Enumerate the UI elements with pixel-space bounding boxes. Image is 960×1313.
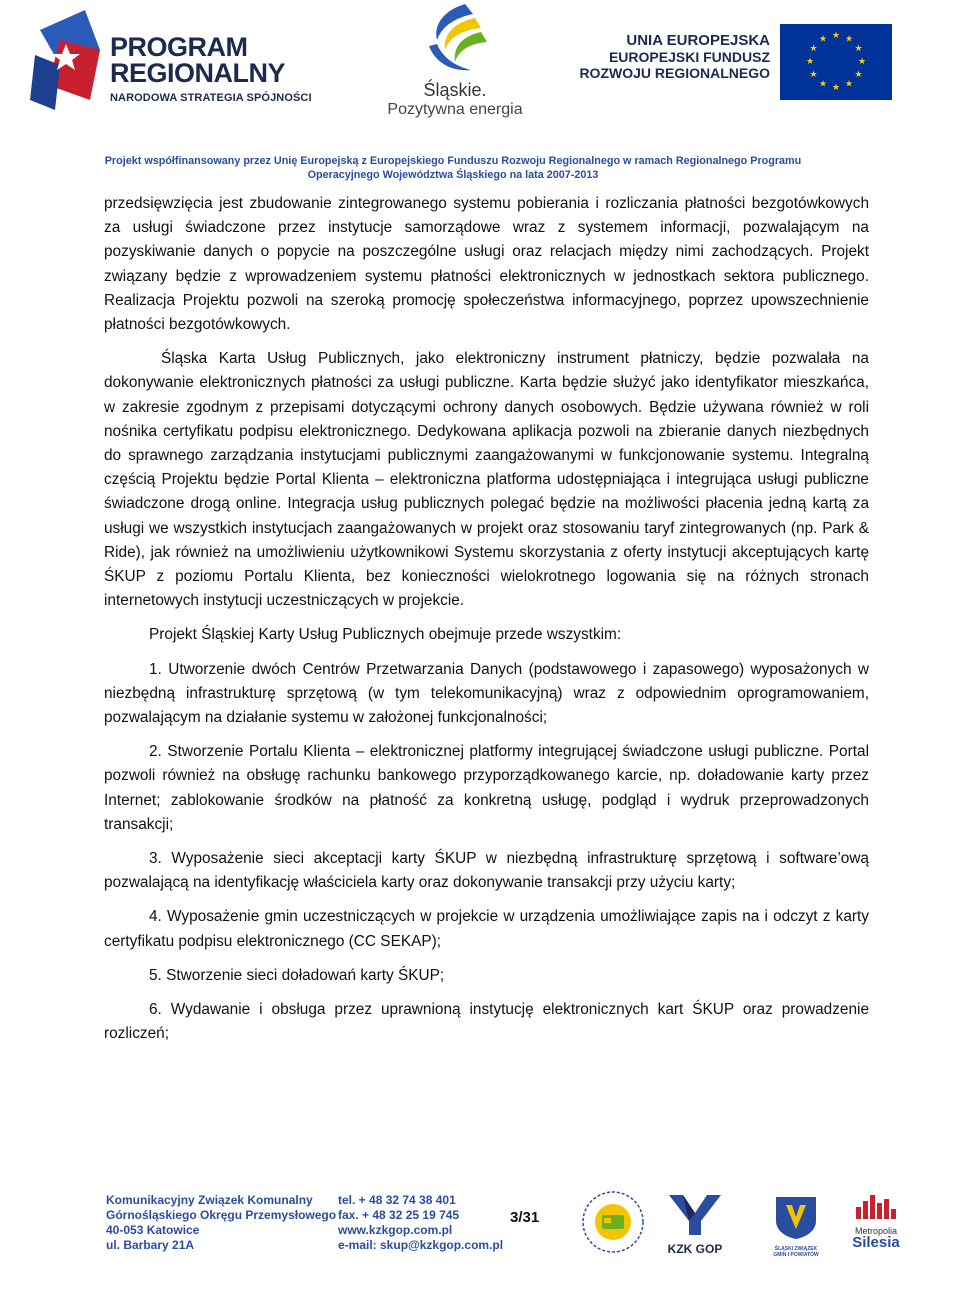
eu-logo-line1: UNIA EUROPEJSKA	[626, 32, 770, 49]
eu-logo	[570, 18, 950, 118]
document-body	[104, 192, 869, 1047]
program-logo-line2: REGIONALNY	[110, 58, 286, 88]
szg-logo	[768, 1193, 824, 1258]
footer-contact	[338, 1193, 503, 1253]
footer-organization	[106, 1193, 336, 1253]
svg-text:★: ★	[805, 57, 815, 67]
footer-org-line: Górnośląskiego Okręgu Przemysłowego	[106, 1208, 337, 1222]
kzk-gop-logo	[665, 1191, 725, 1256]
svg-text:★: ★	[844, 34, 854, 45]
kzk-gop-mark-icon	[665, 1191, 725, 1239]
silesia-label: Silesia	[852, 1234, 900, 1251]
svg-text:★: ★	[809, 70, 818, 80]
footer-org-line: 40-053 Katowice	[106, 1223, 200, 1237]
szg-mark-icon	[772, 1193, 820, 1241]
svg-text:★: ★	[857, 57, 867, 67]
svg-text:★: ★	[818, 34, 828, 45]
footer-org-line: Komunikacyjny Związek Komunalny	[106, 1193, 313, 1207]
svg-text:★: ★	[831, 83, 841, 93]
metropolia-silesia-logo	[852, 1193, 900, 1251]
footer-website-link[interactable]: www.kzkgop.com.pl	[338, 1223, 453, 1237]
svg-text:★: ★	[854, 70, 863, 80]
slaska-karta-logo-icon	[580, 1189, 646, 1255]
slaskie-name: Śląskie.	[423, 80, 487, 100]
cofinancing-line2: Operacyjnego Województwa Śląskiego na lata 2007-2013	[307, 169, 599, 181]
kzk-gop-label: KZK GOP	[667, 1242, 723, 1256]
svg-text:★: ★	[818, 79, 828, 90]
list-item: 3. Wyposażenie sieci akceptacji karty ŚKUP w niezbędną infrastrukturę sprzętową i software’ową pozwalającą na identyfikację właściciela karty oraz dokonywanie transakcji przy użyciu karty;	[104, 850, 869, 892]
program-regionalny-mark-icon	[30, 10, 110, 110]
svg-text:★: ★	[854, 44, 863, 54]
metropolia-mark-icon	[852, 1193, 900, 1221]
svg-text:★: ★	[809, 44, 818, 54]
list-item: 6. Wydawanie i obsługa przez uprawnioną instytucję elektronicznych kart ŚKUP oraz prowadzenie rozliczeń;	[104, 1001, 869, 1043]
metropolia-label: Metropolia	[854, 1226, 898, 1236]
page-number: 3/31	[510, 1209, 540, 1226]
list-item: 5. Stworzenie sieci doładowań karty ŚKUP;	[149, 966, 445, 984]
page-footer	[0, 1185, 960, 1313]
eu-logo-line3: ROZWOJU REGIONALNEGO	[579, 65, 770, 81]
program-regionalny-logo	[30, 10, 330, 115]
eu-flag-icon	[780, 24, 892, 100]
paragraph-skup-card: Śląska Karta Usług Publicznych, jako elektroniczny instrument płatniczy, będzie pozwalała na dokonywanie elektronicznych płatności za usługi publiczne. Karta będzie służyć jako identyfikator mieszkańca, w zakresie zgodnym z przepisami dotyczącymi ochrony danych osobowych. Będzie używana również w roli nośnika certyfikatu podpisu elektronicznego. Dedykowana aplikacja pozwoli na zbieranie danych niezbędnych do sprawnego zarządzania instytucjami publicznymi zaangażowanymi w funkcjonowanie systemu. Integralną częścią Projektu będzie Portal Klienta – elektroniczna platforma udostępniająca i integrująca usługi publiczne świadczone drogą online. Integracja usług publicznych polegać będzie na możliwości płacenia jedną kartą za usługi we wszystkich instytucjach zaangażowanych w projekt oraz stosowaniu taryf zintegrowanych (np. Park & Ride), jak również na umożliwieniu użytkownikowi Systemu skorzystania z oferty instytucji akceptujących kartę ŚKUP z poziomu Portalu Klienta, bez konieczności wielokrotnego logowania się na różnych stronach internetowych instytucji uczestniczących w projekcie.	[104, 350, 869, 610]
eu-logo-line2: EUROPEJSKI FUNDUSZ	[608, 49, 770, 65]
paragraph-scope-lead: Projekt Śląskiej Karty Usług Publicznych obejmuje przede wszystkim:	[149, 626, 622, 644]
footer-email-link[interactable]: e-mail: skup@kzkgop.com.pl	[338, 1238, 504, 1252]
footer-fax: fax. + 48 32 25 19 745	[338, 1208, 460, 1222]
slaskie-slogan: Pozytywna energia	[387, 101, 523, 118]
footer-phone: tel. + 48 32 74 38 401	[338, 1193, 456, 1207]
szg-label: ŚLĄSKI ZWIĄZEK GMIN I POWIATÓW	[773, 1246, 819, 1258]
program-logo-line3: NARODOWA STRATEGIA SPÓJNOŚCI	[110, 92, 312, 104]
slaskie-logo	[370, 0, 540, 125]
list-item: 1. Utworzenie dwóch Centrów Przetwarzania Danych (podstawowego i zapasowego) wyposażonych w niezbędną infrastrukturę sprzętową (w tym telekomunikacyjną) wraz z odpowiednim oprogramowaniem, pozwalającym na działanie systemu w założonej funkcjonalności;	[104, 660, 869, 727]
list-item: 4. Wyposażenie gmin uczestniczących w projekcie w urządzenia umożliwiające zapis na i odczyt z karty certyfikatu podpisu elektronicznego (CC SEKAP);	[104, 908, 869, 950]
svg-text:★: ★	[831, 31, 841, 41]
footer-org-line: ul. Barbary 21A	[106, 1238, 195, 1252]
slaskie-mark-icon	[415, 0, 495, 78]
paragraph-intro: przedsięwzięcia jest zbudowanie zintegrowanego systemu pobierania i rozliczania płatności bezgotówkowych za usługi świadczone przez instytucje samorządowe wraz z systemem informacji, pozwalającym na pozyskiwanie danych o popycie na poszczególne usługi oraz relacjach między nimi zachodzących. Projekt związany będzie z wprowadzeniem systemu płatności elektronicznych w jednostkach sektora publicznego. Realizacja Projektu pozwoli na szeroką promocję społeczeństwa informacyjnego, poprzez upowszechnienie płatności bezgotówkowych.	[104, 195, 869, 334]
page-header	[0, 0, 960, 190]
list-item: 2. Stworzenie Portalu Klienta – elektronicznej platformy integrującej świadczone usługi publiczne. Portal pozwoli również na obsługę rachunku bankowego przyporządkowanego karcie, np. doładowanie karty przez Internet; zablokowanie środków na płatność za konkretną usługę, podgląd i wydruk przeprowadzonych transakcji;	[104, 743, 869, 833]
program-logo-line1: PROGRAM	[110, 32, 248, 62]
cofinancing-line1: Projekt współfinansowany przez Unię Europejską z Europejskiego Funduszu Rozwoju Regionalnego w ramach Regionalnego Programu	[104, 155, 802, 167]
cofinancing-note	[0, 154, 906, 182]
svg-text:★: ★	[844, 79, 854, 90]
